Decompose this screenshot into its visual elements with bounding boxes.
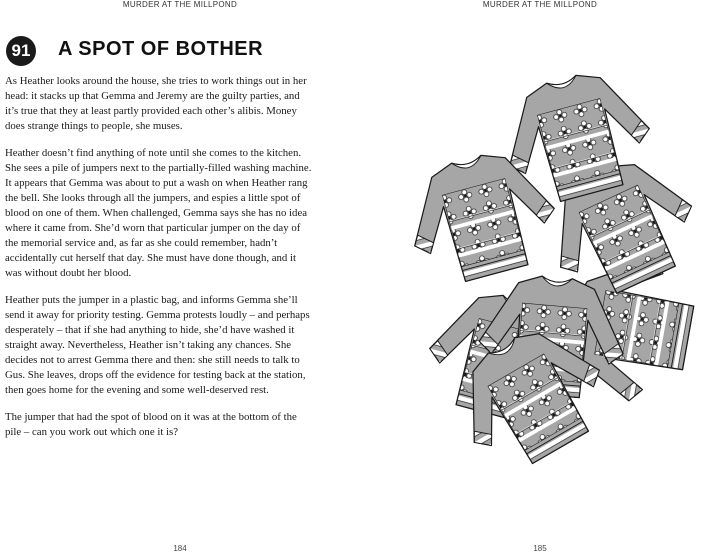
running-head-right: MURDER AT THE MILLPOND (482, 0, 598, 9)
paragraph-2: Heather doesn’t find anything of note until she comes to the kitchen. She sees a pile of jumpers next to the partially-filled washing machine. It appears that Gemma was about to put a wash on when Heather rang the bell. She looks through all the jumpers, and espies a little spot of blood on one of them. When challenged, Gemma says she has no idea where it came from. She’d worn that particular jumper on the day of the memorial service and, as far as she could remember, hadn’t accidentally cut herself that day. She must have done though, and it was without doubt her blood. (5, 147, 312, 279)
jumper-top-left (397, 141, 567, 292)
puzzle-number-badge: 91 (6, 36, 36, 66)
body-text (5, 74, 315, 452)
paragraph-3: Heather puts the jumper in a plastic bag, and informs Gemma she’ll send it away for priority testing. Gemma protests loudly – and perhaps desperately – that if she had anything to hide, she’d have washed it straight away. Nevertheless, Heather isn’t taking any chances. She decides not to arrest Gemma there and then: she still needs to talk to Gus. She leaves, drops off the evidence for testing back at the station, then goes home for the evening and some well-deserved rest. (5, 294, 310, 396)
jumper-pile-illustration (382, 28, 706, 508)
running-head-left: MURDER AT THE MILLPOND (122, 0, 238, 9)
right-page (360, 0, 720, 554)
page-number-left: 184 (173, 544, 187, 553)
puzzle-title: A SPOT OF BOTHER (58, 38, 264, 60)
page-number-right: 185 (533, 544, 547, 553)
paragraph-1: As Heather looks around the house, she tries to work things out in her head: it stacks up that Gemma and Jeremy are the guilty parties, and it’s true that they at least partly provided each other’s alibis. Money does strange things to people, she muses. (5, 75, 307, 132)
paragraph-4: The jumper that had the spot of blood on it was at the bottom of the pile – can you work out which one it is? (5, 411, 297, 438)
